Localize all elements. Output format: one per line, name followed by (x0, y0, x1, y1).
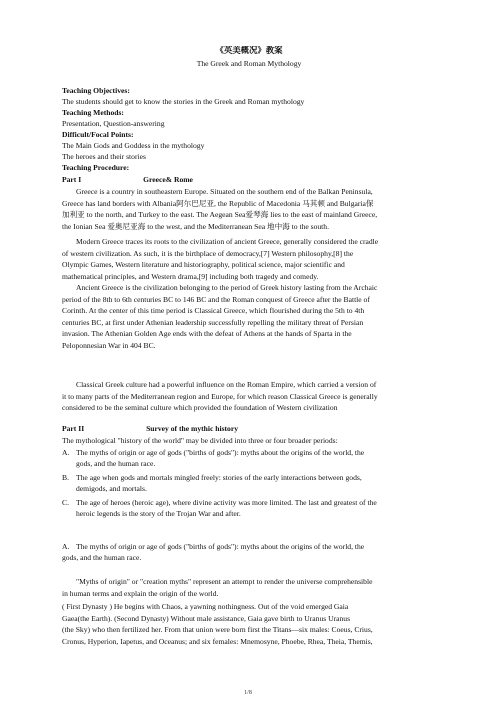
paragraph-line: Olympic Games, Western literature and historiography, political science, major scientific and (62, 260, 345, 269)
page-number: 1/8 (244, 690, 252, 696)
paragraph-line: the Ionian Sea 爱奥尼亚海 to the west, and the Mediterranean Sea 地中海 to the south. (62, 221, 329, 231)
period-list-item-line: gods, and the human race. (76, 459, 156, 468)
paragraph-line: Greece is a country in southeastern Europe. Situated on the southern end of the Balkan Peninsula, (76, 187, 373, 196)
period-a-repeat-line-2: gods, and the human race. (62, 553, 142, 562)
paragraph-line: (the Sky) who then fertilized her. From that union were born first the Titans—six males: Coeus, Crius, (62, 625, 373, 634)
paragraph-line: it to many parts of the Mediterranean region and Europe, for which reason Classical Greece is generally (62, 391, 378, 401)
period-list-item-line: The myths of origin or age of gods ("births of gods"): myths about the origins of the world, the (76, 448, 365, 457)
doc-title: 《英美概况》教案 (215, 46, 283, 55)
part1-heading (62, 175, 436, 185)
objectives-heading: Teaching Objectives: (62, 86, 130, 95)
paragraph-line: period of the 8th to 6th centuries BC to 146 BC and the Roman conquest of Greece after the Battle of (62, 294, 370, 304)
paragraph-line: Peloponnesian War in 404 BC. (62, 340, 156, 350)
paragraph-line: Modern Greece traces its roots to the civilization of ancient Greece, generally considered the cradle (76, 237, 379, 246)
period-list-item-label: B. (62, 473, 69, 482)
period-a-repeat-label: A. (62, 542, 70, 551)
paragraph-line: Classical Greek culture had a powerful influence on the Roman Empire, which carried a version of (76, 380, 377, 389)
paragraph-line: considered to be the seminal culture which provided the foundation of Western civilization (62, 403, 338, 412)
difficult-heading: Difficult/Focal Points: (62, 130, 134, 139)
paragraph-line: mathematical principles, and Western drama,[9] including both tragedy and comedy. (62, 271, 319, 281)
period-a-repeat-line-1: The myths of origin or age of gods ("births of gods"): myths about the origins of the world, the (76, 542, 365, 551)
paragraph-line: centuries BC, at first under Athenian leadership successfully repelling the military threat of Persian (62, 317, 364, 327)
paragraph-line: "Myths of origin" or "creation myths" represent an attempt to render the universe comprehensible (76, 577, 373, 586)
part2-heading (62, 424, 436, 434)
part2-title: Survey of the mythic history (146, 424, 239, 433)
paragraph-line: of western civilization. As such, it is the birthplace of democracy,[7] Western philosophy,[8] the (62, 248, 354, 258)
period-list-item-line: The age when gods and mortals mingled freely: stories of the early interactions between gods, (76, 473, 362, 482)
paragraph-line: Cronus, Hyperion, Iapetus, and Oceanus; and six females: Mnemosyne, Phoebe, Rhea, Theia, Themis, (62, 636, 373, 646)
paragraph-line: invasion. The Athenian Golden Age ends with the defeat of Athens at the hands of Sparta in the (62, 329, 352, 338)
period-list-item-label: C. (62, 498, 69, 507)
difficult-line-1: The Main Gods and Goddess in the mythology (62, 141, 205, 150)
methods-heading: Teaching Methods: (62, 108, 124, 117)
paragraph-line: Gaea(the Earth). (Second Dynasty) Without male assistance, Gaia gave birth to Uranus Uranus (62, 613, 351, 623)
paragraph-line: in human terms and explain the origin of the world. (62, 588, 219, 598)
part2-intro: The mythological "history of the world" may be divided into three or four broader periods: (62, 436, 338, 445)
doc-subtitle: The Greek and Roman Mythology (196, 59, 302, 68)
period-a-repeat (62, 542, 436, 562)
paragraph-line: Corinth. At the center of this time period is Classical Greece, which flourished during the 5th to 4th (62, 306, 365, 315)
methods-text: Presentation, Question-answering (62, 119, 165, 128)
objectives-text: The students should get to know the stories in the Greek and Roman mythology (62, 97, 305, 106)
period-list-item-line: The age of heroes (heroic age), where divine activity was more limited. The last and greatest of the (76, 498, 377, 507)
paragraph-line: 加利亚 to the north, and Turkey to the east. The Aegean Sea爱琴海 lies to the east of mainland Greece, (62, 210, 378, 219)
part1-title: Greece& Rome (143, 175, 193, 184)
paragraph-line: ( First Dynasty ) He begins with Chaos, a yawning nothingness. Out of the void emerged Gaia (62, 602, 349, 611)
period-list-item-label: A. (62, 448, 70, 457)
paragraph-line: Ancient Greece is the civilization belonging to the period of Greek history lasting from the Archaic (76, 283, 378, 292)
period-list-item-line: heroic legends is the story of the Trojan War and after. (76, 509, 241, 518)
period-list-item-line: demigods, and mortals. (76, 484, 147, 493)
part1-label: Part I (62, 175, 82, 184)
procedure-heading: Teaching Procedure: (62, 163, 130, 172)
paragraph-line: Greece has land borders with Albania阿尔巴尼亚, the Republic of Macedonia 马其顿 and Bulgaria保 (62, 198, 374, 208)
part2-label: Part II (62, 424, 85, 433)
difficult-line-2: The heroes and their stories (62, 152, 146, 161)
